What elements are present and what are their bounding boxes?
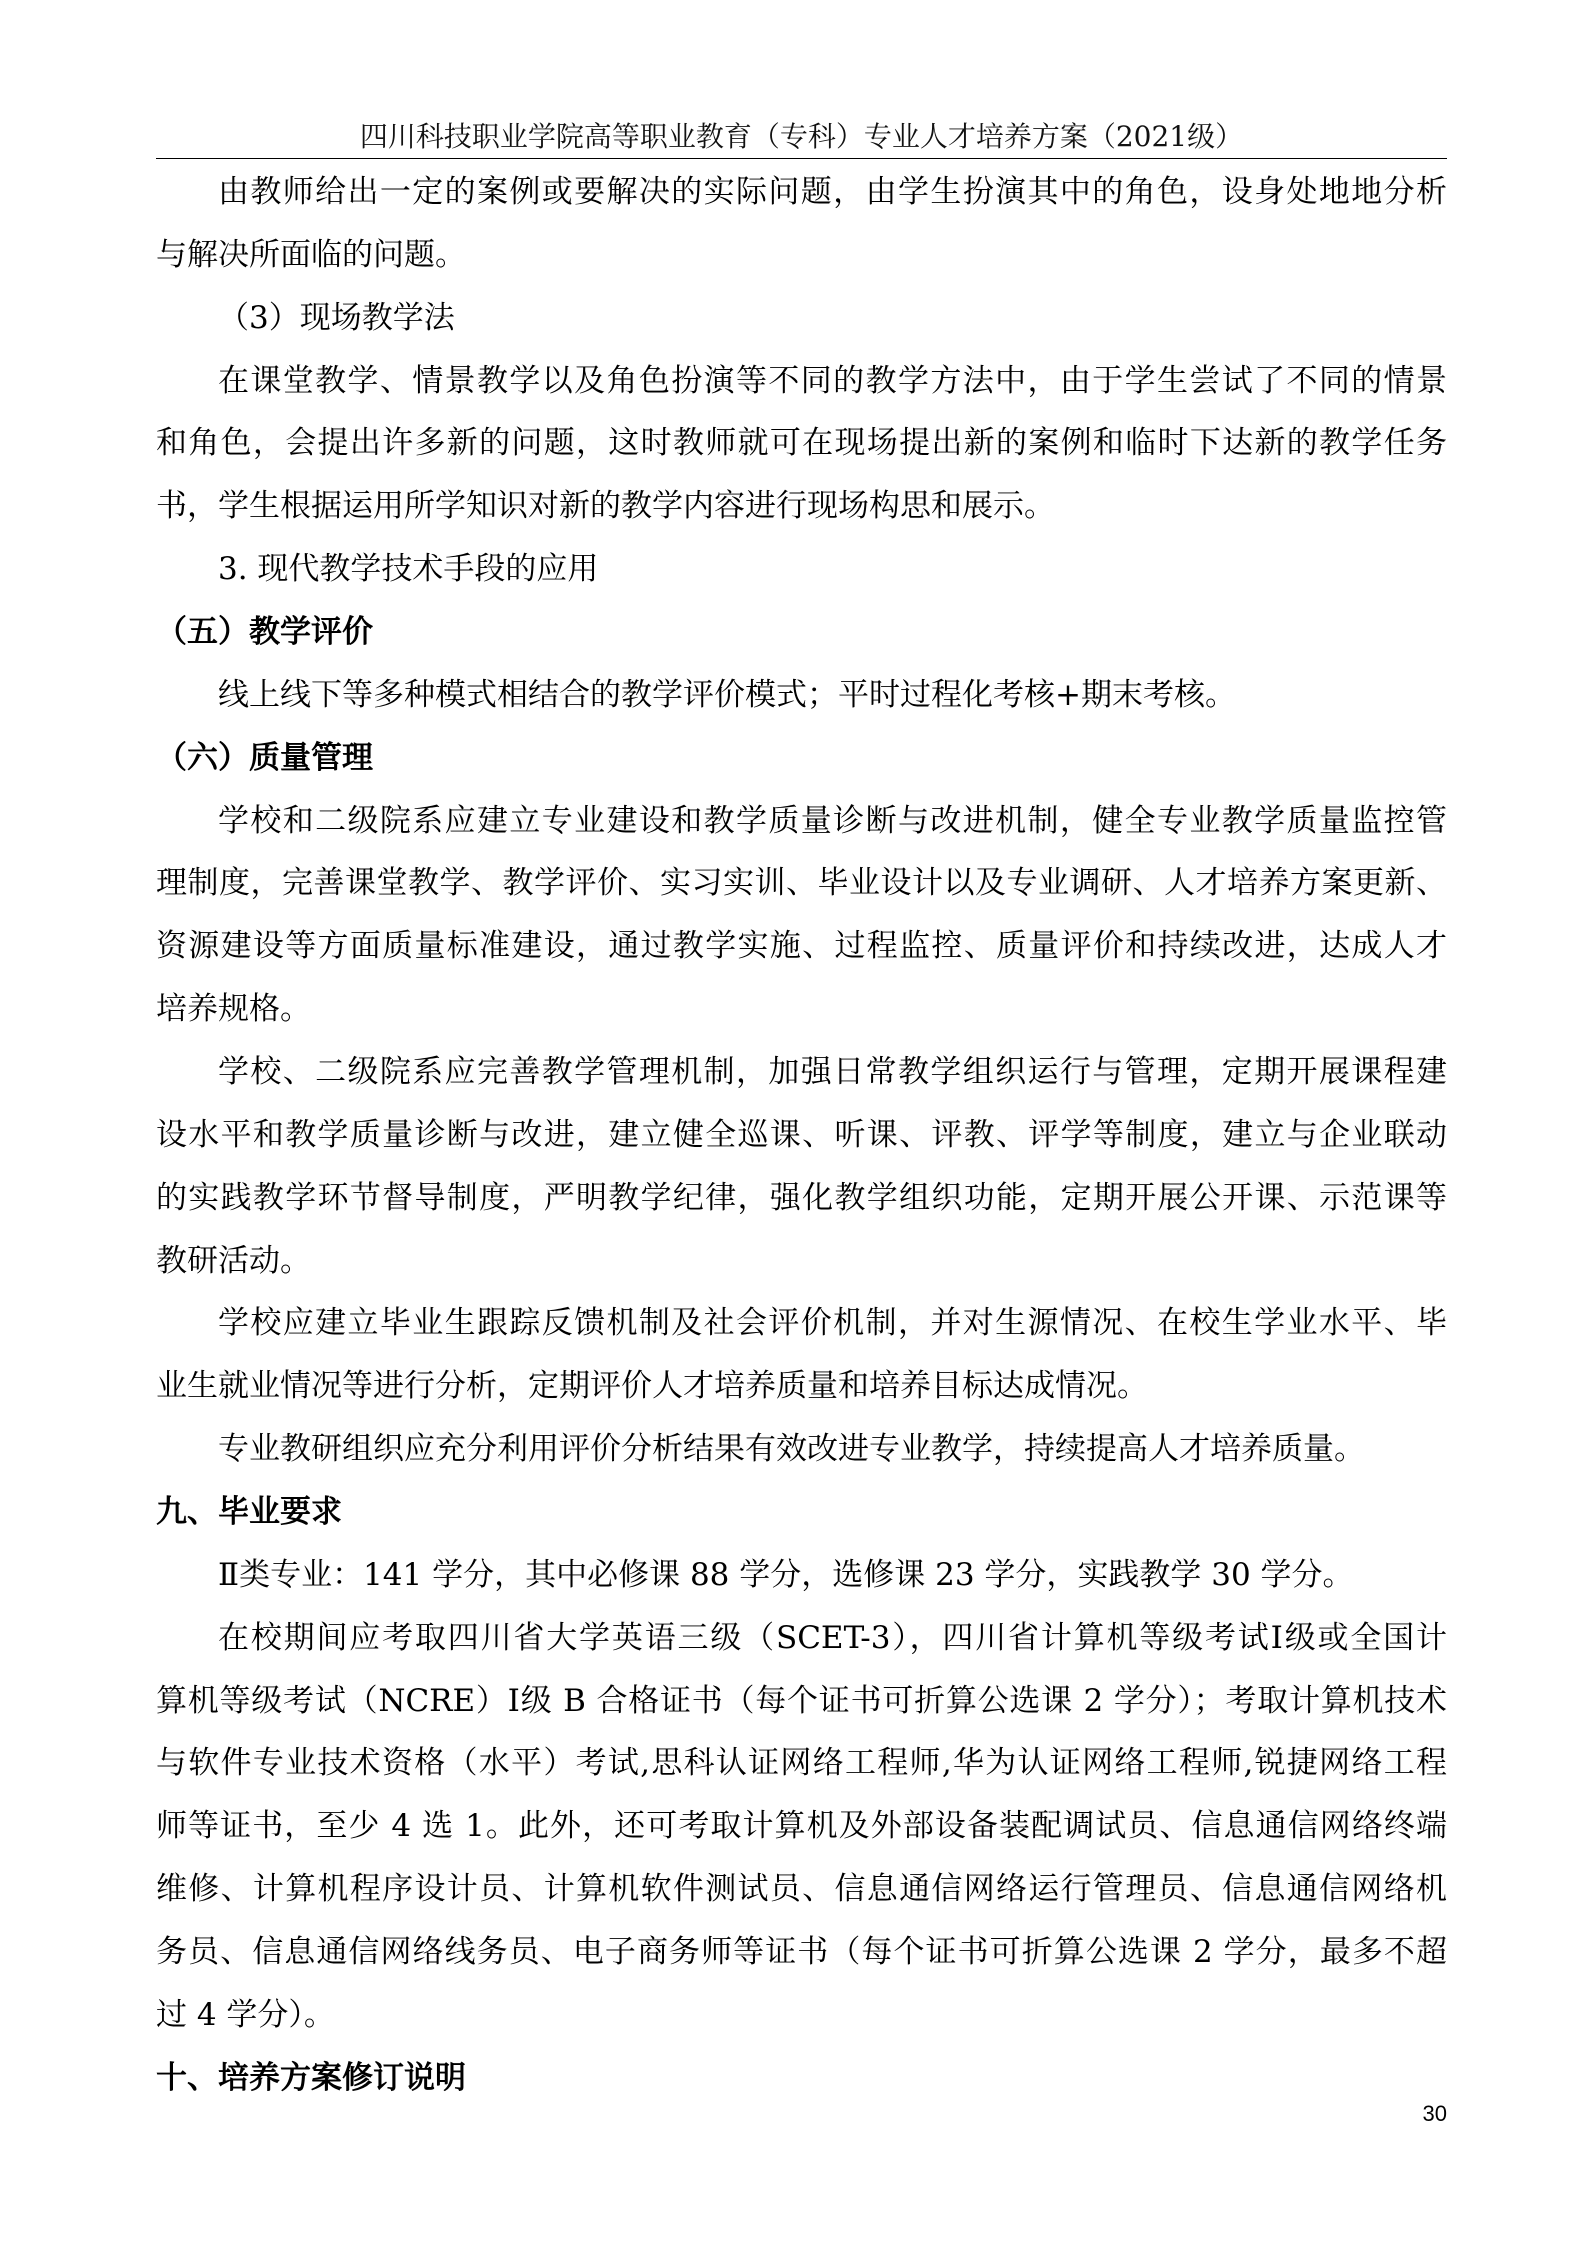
running-header: 四川科技职业学院高等职业教育（专科）专业人才培养方案（2021级） [156,115,1447,159]
subheading-modern-tech: 3. 现代教学技术手段的应用 [218,551,599,588]
page-body [156,161,1447,2110]
heading-quality: （六）质量管理 [156,739,373,776]
paragraph-line: 教研活动。 [156,1242,311,1279]
heading-graduation: 九、毕业要求 [156,1494,342,1531]
paragraph-line: 培养规格。 [156,991,311,1028]
paragraph-line: 与解决所面临的问题。 [156,236,466,273]
paragraph-line: 理制度，完善课堂教学、教学评价、实习实训、毕业设计以及专业调研、人才培养方案更新、 [156,865,1447,902]
section-revision [156,2047,1447,2110]
paragraph-line: 务员、信息通信网络线务员、电子商务师等证书（每个证书可折算公选课 2 学分，最多不超 [156,1934,1447,1971]
paragraph-line: 在课堂教学、情景教学以及角色扮演等不同的教学方法中，由于学生尝试了不同的情景 [218,362,1447,399]
paragraph-line: 线上线下等多种模式相结合的教学评价模式；平时过程化考核+期末考核。 [218,676,1236,713]
paragraph-line: 维修、计算机程序设计员、计算机软件测试员、信息通信网络运行管理员、信息通信网络机 [156,1871,1447,1908]
paragraph-line: 专业教研组织应充分利用评价分析结果有效改进专业教学，持续提高人才培养质量。 [218,1431,1365,1468]
paragraph-line: 的实践教学环节督导制度，严明教学纪律，强化教学组织功能，定期开展公开课、示范课等 [156,1179,1447,1216]
paragraph-line: 学校、二级院系应完善教学管理机制，加强日常教学组织运行与管理，定期开展课程建 [218,1054,1447,1091]
paragraph-line: 与软件专业技术资格（水平）考试,思科认证网络工程师,华为认证网络工程师,锐捷网络工程 [156,1745,1447,1782]
heading-revision: 十、培养方案修订说明 [156,2059,466,2096]
section-role-play [156,161,1447,287]
paragraph-line: Ⅱ类专业：141 学分，其中必修课 88 学分，选修课 23 学分，实践教学 30 学分。 [218,1556,1354,1593]
paragraph-line: 书，学生根据运用所学知识对新的教学内容进行现场构思和展示。 [156,488,1055,525]
paragraph-line: 和角色，会提出许多新的问题，这时教师就可在现场提出新的案例和临时下达新的教学任务 [156,425,1447,462]
paragraph-line: 师等证书，至少 4 选 1。此外，还可考取计算机及外部设备装配调试员、信息通信网络终端 [156,1808,1447,1845]
page-number: 30 [1422,2101,1447,2126]
paragraph-line: 过 4 学分）。 [156,1996,335,2033]
section-quality [156,727,1447,1481]
subheading-field-teaching: （3）现场教学法 [218,299,455,336]
paragraph-line: 在校期间应考取四川省大学英语三级（SCET-3），四川省计算机等级考试Ⅰ级或全国计 [218,1619,1447,1656]
section-evaluation [156,601,1447,727]
paragraph-line: 学校应建立毕业生跟踪反馈机制及社会评价机制，并对生源情况、在校生学业水平、毕 [218,1305,1447,1342]
heading-evaluation: （五）教学评价 [156,614,373,651]
paragraph-line: 算机等级考试（NCRE）Ⅰ级 B 合格证书（每个证书可折算公选课 2 学分）；考取计算机技术 [156,1682,1447,1719]
paragraph-line: 设水平和教学质量诊断与改进，建立健全巡课、听课、评教、评学等制度，建立与企业联动 [156,1116,1447,1153]
section-graduation [156,1481,1447,2047]
paragraph-line: 资源建设等方面质量标准建设，通过教学实施、过程监控、质量评价和持续改进，达成人才 [156,928,1447,965]
paragraph-line: 由教师给出一定的案例或要解决的实际问题，由学生扮演其中的角色，设身处地地分析 [218,174,1447,210]
paragraph-line: 学校和二级院系应建立专业建设和教学质量诊断与改进机制，健全专业教学质量监控管 [218,802,1447,839]
paragraph-line: 业生就业情况等进行分析，定期评价人才培养质量和培养目标达成情况。 [156,1368,1148,1405]
section-modern-tech [156,538,1447,601]
section-field-teaching [156,287,1447,538]
